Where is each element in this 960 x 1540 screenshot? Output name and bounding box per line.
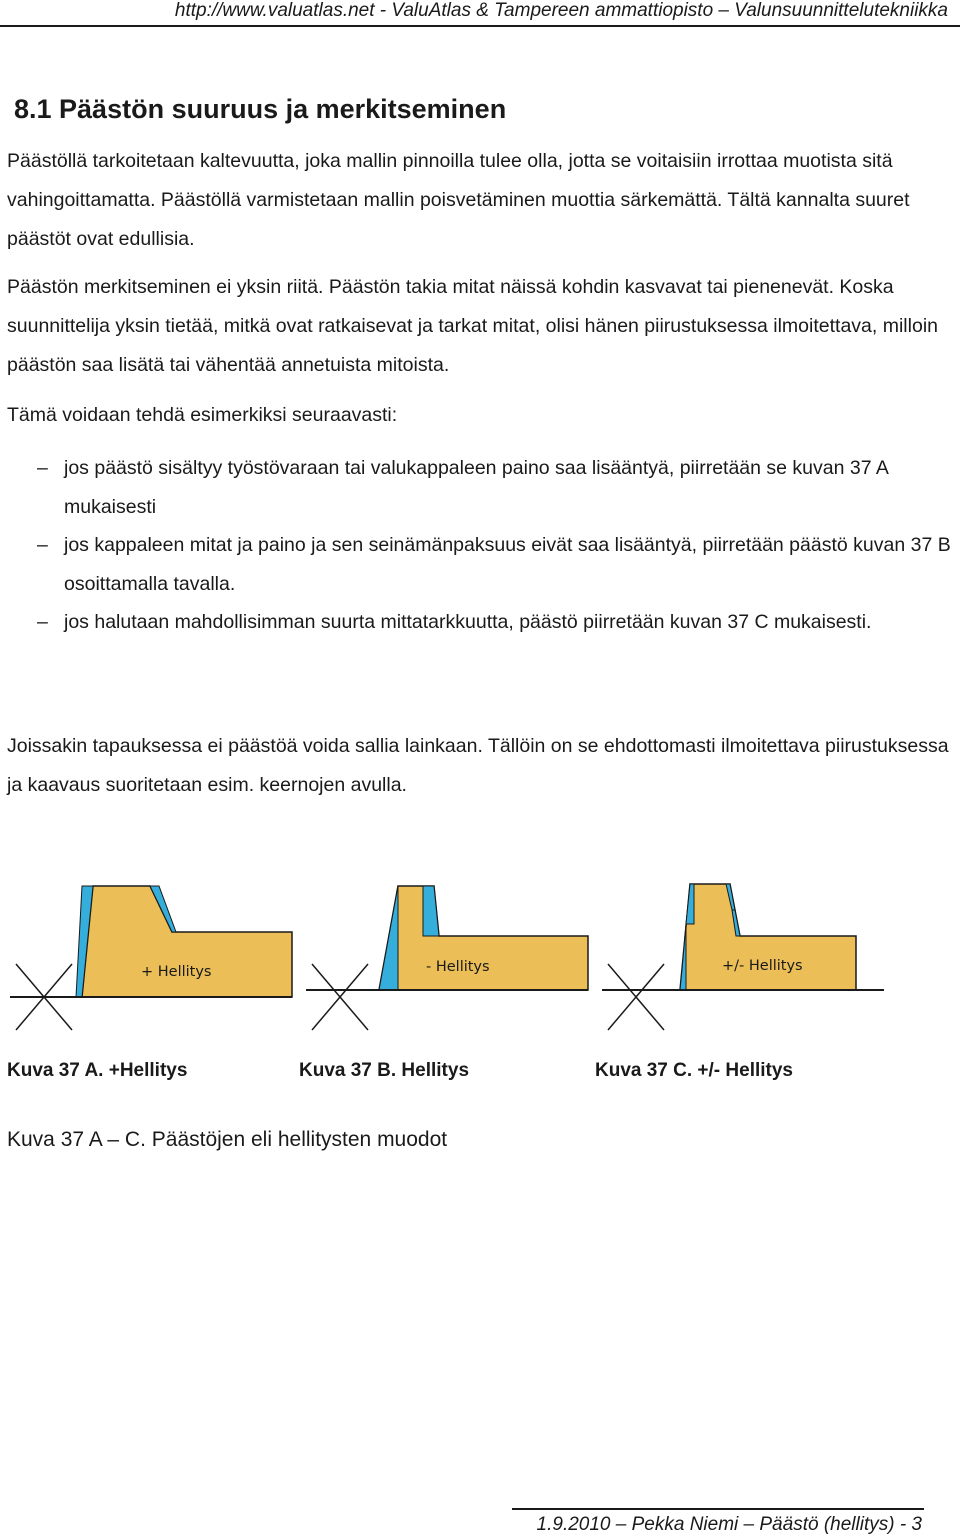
figure-label: - Hellitys bbox=[426, 959, 490, 975]
figure-plus-draft-diagram bbox=[6, 870, 296, 1035]
figure-minus-draft-diagram bbox=[302, 870, 592, 1035]
figure-caption-c: Kuva 37 C. +/- Hellitys bbox=[595, 1060, 793, 1081]
casting-body bbox=[82, 886, 292, 997]
footer-divider bbox=[512, 1508, 924, 1510]
figure-plus-minus-draft-diagram bbox=[598, 870, 888, 1035]
example-list bbox=[7, 449, 957, 642]
list-item-text: jos kappaleen mitat ja paino ja sen seinämänpaksuus eivät saa lisääntyä, piirretään päästö kuvan 37 B osoittamalla tavalla. bbox=[64, 534, 951, 595]
list-dash: – bbox=[37, 457, 48, 479]
header-url: http://www.valuatlas.net - ValuAtlas & Tampereen ammattiopisto – Valunsuunnittelutekniikka bbox=[174, 0, 948, 21]
figures-group-caption: Kuva 37 A – C. Päästöjen eli hellitysten muodot bbox=[7, 1128, 448, 1151]
list-item bbox=[7, 526, 957, 603]
list-item bbox=[7, 603, 957, 642]
figure-caption-b: Kuva 37 B. Hellitys bbox=[299, 1060, 470, 1081]
paragraph-example-intro: Tämä voidaan tehdä esimerkiksi seuraavasti: bbox=[7, 404, 398, 426]
figure-label: +/- Hellitys bbox=[722, 958, 803, 974]
paragraph-definition: Päästöllä tarkoitetaan kaltevuutta, joka mallin pinnoilla tulee olla, jotta se voitaisiin irrottaa muotista sitä vahingoittamatta. Päästöllä varmistetaan mallin poisvetäminen muottia särkemättä. Tältä kannalta suuret päästöt ovat edullisia. bbox=[7, 150, 910, 250]
page-footer: 1.9.2010 – Pekka Niemi – Päästö (hellitys) - 3 bbox=[536, 1514, 922, 1535]
draft-wedge-left bbox=[379, 886, 398, 990]
figure-label: + Hellitys bbox=[141, 964, 212, 980]
draft-wedge-left-lower bbox=[680, 924, 686, 990]
list-dash: – bbox=[37, 611, 48, 633]
draft-wedge-left-upper bbox=[686, 884, 694, 924]
list-dash: – bbox=[37, 534, 48, 556]
figure-caption-a: Kuva 37 A. +Hellitys bbox=[7, 1060, 188, 1081]
header-divider bbox=[0, 25, 960, 27]
paragraph-marking: Päästön merkitseminen ei yksin riitä. Päästön takia mitat näissä kohdin kasvavat tai pienenevät. Koska suunnittelija yksin tietää, mitkä ovat ratkaisevat ja tarkat mitat, olisi hänen piirustuksessa ilmoitettava, milloin päästön saa lisätä tai vähentää annetuista mitoista. bbox=[7, 276, 938, 376]
list-item-text: jos päästö sisältyy työstövaraan tai valukappaleen paino saa lisääntyä, piirretään se kuvan 37 A mukaisesti bbox=[64, 457, 888, 518]
paragraph-closing: Joissakin tapauksessa ei päästöä voida sallia lainkaan. Tällöin on se ehdottomasti ilmoitettava piirustuksessa ja kaavaus suoritetaan esim. keernojen avulla. bbox=[7, 735, 949, 796]
draft-wedge-right bbox=[423, 886, 439, 936]
casting-body bbox=[680, 884, 856, 990]
list-item bbox=[7, 449, 957, 526]
section-heading: 8.1 Päästön suuruus ja merkitseminen bbox=[14, 94, 507, 124]
list-item-text: jos halutaan mahdollisimman suurta mittatarkkuutta, päästö piirretään kuvan 37 C mukaisesti. bbox=[64, 611, 872, 633]
